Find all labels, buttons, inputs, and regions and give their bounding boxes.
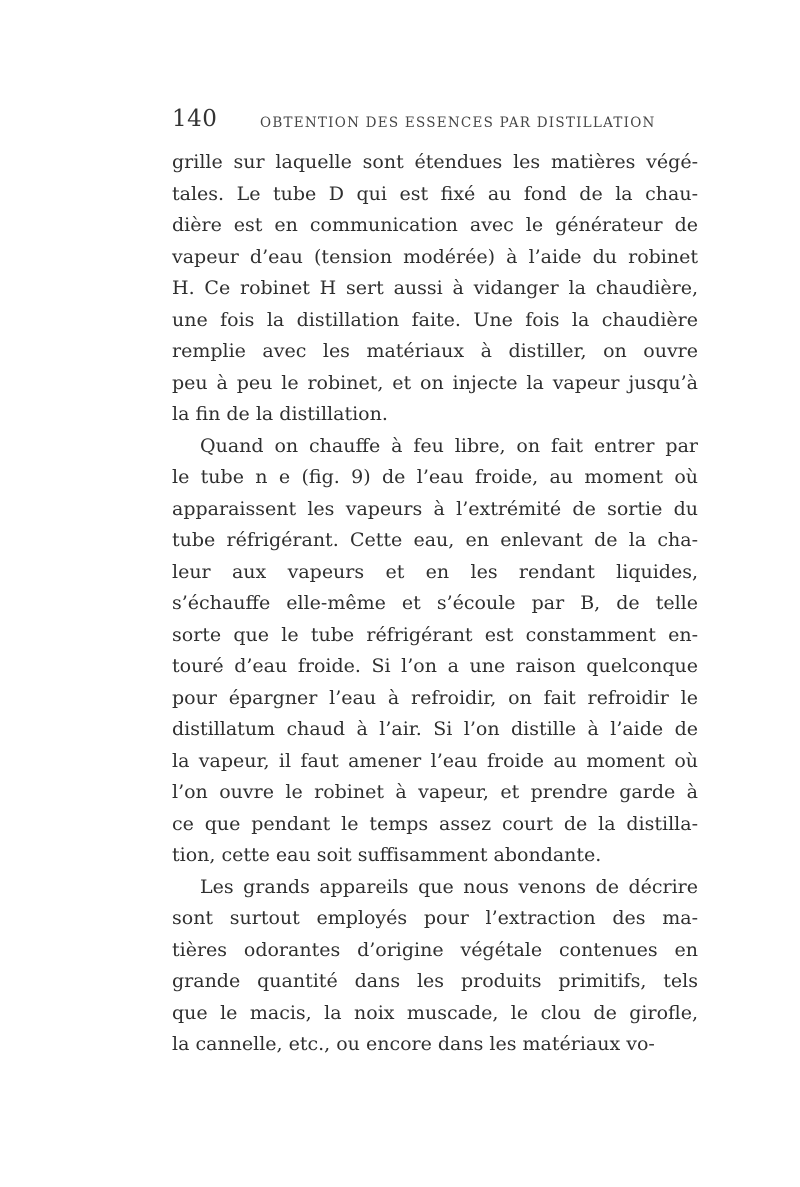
- text-line: [172, 966, 698, 998]
- text-line-content: H. Ce robinet H sert aussi à vidanger la chaudière,: [172, 277, 698, 299]
- text-line: [172, 588, 698, 620]
- text-line: [172, 462, 698, 494]
- text-line: [172, 683, 698, 715]
- text-line-content: tion, cette eau soit suffisamment abondante.: [172, 844, 602, 866]
- text-line-content: tube réfrigérant. Cette eau, en enlevant de la cha-: [172, 529, 698, 551]
- text-line: [172, 809, 698, 841]
- text-line: [172, 872, 698, 904]
- text-line-content: apparaissent les vapeurs à l’extrémité de sortie du: [172, 497, 698, 520]
- text-line: [172, 935, 698, 967]
- text-line: [172, 525, 698, 557]
- text-line-content: tières odorantes d’origine végétale contenues en: [172, 938, 698, 961]
- text-line-content: le tube n e (fig. 9) de l’eau froide, au moment où: [172, 466, 698, 488]
- text-line: [172, 840, 698, 872]
- text-line: [172, 998, 698, 1030]
- text-line: [172, 620, 698, 652]
- text-line-content: dière est en communication avec le générateur de: [172, 214, 698, 236]
- text-line-content: grande quantité dans les produits primitifs, tels: [172, 970, 698, 992]
- running-title: OBTENTION DES ESSENCES PAR DISTILLATION: [260, 115, 656, 131]
- text-line: [172, 210, 698, 242]
- text-line-content: distillatum chaud à l’air. Si l’on distille à l’aide de: [172, 718, 698, 740]
- text-line: [172, 431, 698, 463]
- text-line: [172, 336, 698, 368]
- page-header: [172, 104, 702, 134]
- text-line-content: une fois la distillation faite. Une fois la chaudière: [172, 308, 698, 331]
- text-line: [172, 777, 698, 809]
- text-line-content: l’on ouvre le robinet à vapeur, et prendre garde à: [172, 781, 698, 803]
- text-line: [172, 903, 698, 935]
- text-line: [172, 746, 698, 778]
- text-line-content: Quand on chauffe à feu libre, on fait entrer par: [200, 434, 698, 457]
- text-line-content: peu à peu le robinet, et on injecte la vapeur jusqu’à: [172, 371, 698, 394]
- text-line-content: touré d’eau froide. Si l’on a une raison quelconque: [172, 655, 698, 677]
- text-line-content: s’échauffe elle-même et s’écoule par B, de telle: [172, 592, 698, 614]
- text-line-content: sorte que le tube réfrigérant est constamment en-: [172, 623, 698, 646]
- text-line-content: la fin de la distillation.: [172, 403, 388, 425]
- text-line: [172, 179, 698, 211]
- text-line-content: grille sur laquelle sont étendues les matières végé-: [172, 151, 698, 173]
- text-line-content: la vapeur, il faut amener l’eau froide au moment où: [172, 749, 698, 772]
- text-line: [172, 557, 698, 589]
- page-number: 140: [172, 106, 218, 132]
- text-line-content: pour épargner l’eau à refroidir, on fait refroidir le: [172, 686, 698, 709]
- text-line-content: que le macis, la noix muscade, le clou de girofle,: [172, 1001, 698, 1024]
- text-line-content: Les grands appareils que nous venons de décrire: [200, 875, 698, 898]
- text-line: [172, 242, 698, 274]
- text-line-content: ce que pendant le temps assez court de la distilla-: [172, 812, 698, 835]
- text-line: [172, 368, 698, 400]
- text-line-content: leur aux vapeurs et en les rendant liquides,: [172, 560, 698, 583]
- text-line: [172, 494, 698, 526]
- text-line-content: sont surtout employés pour l’extraction des ma-: [172, 907, 698, 929]
- text-line-content: la cannelle, etc., ou encore dans les matériaux vo-: [172, 1033, 655, 1055]
- body-text: [172, 147, 698, 1061]
- text-line: [172, 147, 698, 179]
- text-line: [172, 714, 698, 746]
- text-line: [172, 305, 698, 337]
- text-line: [172, 399, 698, 431]
- text-line: [172, 651, 698, 683]
- text-line-content: tales. Le tube D qui est fixé au fond de la chau-: [172, 182, 698, 205]
- text-line: [172, 273, 698, 305]
- text-line-content: remplie avec les matériaux à distiller, on ouvre: [172, 340, 698, 362]
- text-line: [172, 1029, 698, 1061]
- text-line-content: vapeur d’eau (tension modérée) à l’aide du robinet: [172, 245, 698, 268]
